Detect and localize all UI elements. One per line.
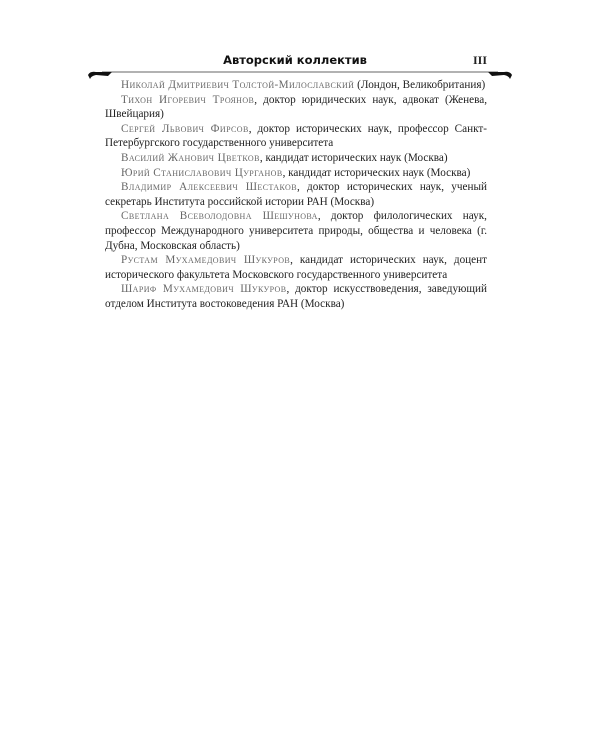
author-name: Светлана Всеволодовна Шешунова bbox=[121, 210, 318, 223]
running-header bbox=[105, 53, 485, 69]
author-description: , доктор исторических наук, ученый секретарь Института российской истории РАН (Москва) bbox=[105, 181, 487, 208]
author-name: Владимир Алексеевич Шестаков bbox=[121, 181, 297, 194]
author-entry bbox=[105, 253, 487, 282]
author-description: (Лондон, Великобритания) bbox=[354, 79, 486, 91]
author-description: , доктор юридических наук, адвокат (Женева, Швейцария) bbox=[105, 93, 487, 121]
author-entry bbox=[105, 180, 487, 209]
author-list bbox=[105, 78, 487, 312]
author-entry bbox=[105, 122, 487, 151]
author-description: , доктор филологических наук, профессор Международного университета природы, общества и человека (г. Дубна, Московская область) bbox=[105, 210, 487, 252]
page-number: III bbox=[472, 53, 487, 67]
author-entry bbox=[105, 93, 487, 122]
author-description: , кандидат исторических наук, доцент исторического факультета Московского государственного университета bbox=[105, 254, 487, 281]
author-name: Рустам Мухамедович Шукуров bbox=[121, 254, 291, 267]
author-entry bbox=[105, 209, 487, 253]
author-name: Тихон Игоревич Троянов bbox=[121, 93, 255, 106]
author-description: , доктор искусствоведения, заведующий отделом Института востоковедения РАН (Москва) bbox=[105, 283, 487, 310]
author-name: Василий Жанович Цветков bbox=[121, 151, 260, 164]
author-name: Николай Дмитриевич Толстой-Милославский bbox=[121, 79, 355, 91]
author-entry bbox=[105, 78, 487, 93]
author-entry bbox=[105, 151, 487, 166]
author-name: Юрий Станиславович Цурганов bbox=[121, 166, 283, 179]
header-title: Авторский коллектив bbox=[223, 53, 367, 67]
author-entry bbox=[105, 166, 487, 181]
author-name: Шариф Мухамедович Шукуров bbox=[121, 283, 287, 296]
author-entry bbox=[105, 282, 487, 311]
author-description: , кандидат исторических наук (Москва) bbox=[282, 166, 471, 179]
author-description: , доктор исторических наук, профессор Санкт-Петербургского государственного университета bbox=[105, 122, 487, 150]
author-name: Сергей Львович Фирсов bbox=[121, 122, 249, 135]
author-description: , кандидат исторических наук (Москва) bbox=[259, 151, 448, 164]
